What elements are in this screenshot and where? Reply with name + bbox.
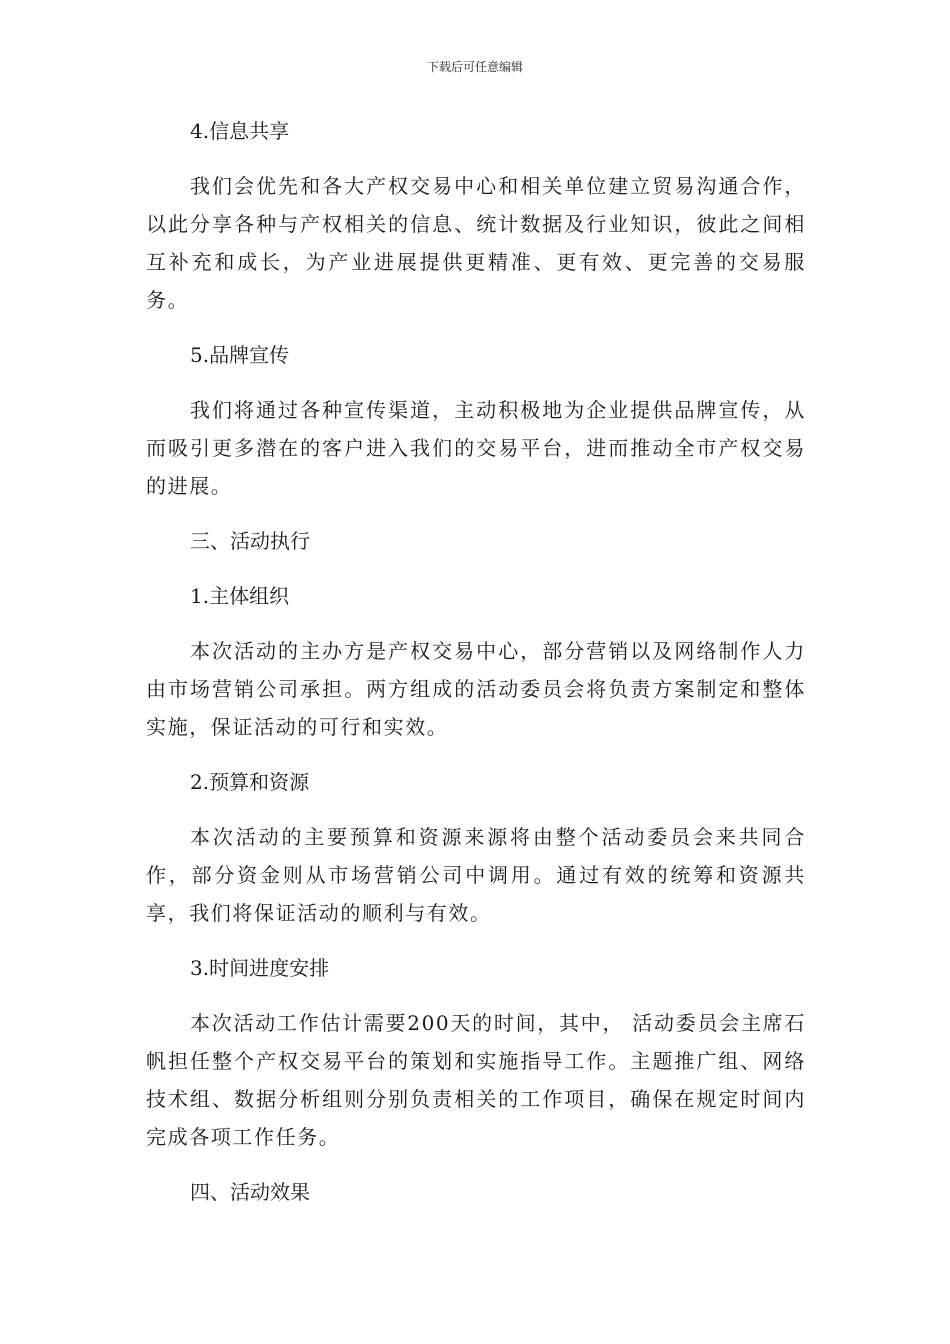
section-heading-brand-promotion: 5.品牌宣传 — [190, 343, 290, 367]
section-heading-budget-resources: 2.预算和资源 — [190, 770, 310, 794]
chapter-heading-activity-execution: 三、活动执行 — [190, 529, 310, 553]
paragraph-info-sharing: 我们会优先和各大产权交易中心和相关单位建立贸易沟通合作，以此分享各种与产权相关的信息、统计数据及行业知识，彼此之间相互补充和成长，为产业进展提供更精准、更有效、更完善的交易服务。 — [146, 174, 806, 312]
section-heading-info-sharing: 4.信息共享 — [190, 119, 290, 143]
paragraph-budget-resources: 本次活动的主要预算和资源来源将由整个活动委员会来共同合作，部分资金则从市场营销公司中调用。通过有效的统筹和资源共享，我们将保证活动的顺利与有效。 — [146, 825, 806, 925]
section-heading-organization: 1.主体组织 — [190, 584, 290, 608]
chapter-heading-activity-effect: 四、活动效果 — [190, 1180, 310, 1204]
header-note: 下载后可任意编辑 — [426, 60, 523, 74]
section-heading-schedule: 3.时间进度安排 — [190, 956, 330, 980]
paragraph-brand-promotion: 我们将通过各种宣传渠道，主动积极地为企业提供品牌宣传，从而吸引更多潜在的客户进入我们的交易平台，进而推动全市产权交易的进展。 — [146, 398, 806, 498]
paragraph-schedule: 本次活动工作估计需要200天的时间，其中， 活动委员会主席石帆担任整个产权交易平台的策划和实施指导工作。主题推广组、网络技术组、数据分析组则分别负责相关的工作项目，确保在规定时间内完成各项工作任务。 — [146, 1011, 806, 1149]
document-body — [146, 112, 806, 1228]
paragraph-organization: 本次活动的主办方是产权交易中心，部分营销以及网络制作人力由市场营销公司承担。两方组成的活动委员会将负责方案制定和整体实施，保证活动的可行和实效。 — [146, 639, 806, 739]
